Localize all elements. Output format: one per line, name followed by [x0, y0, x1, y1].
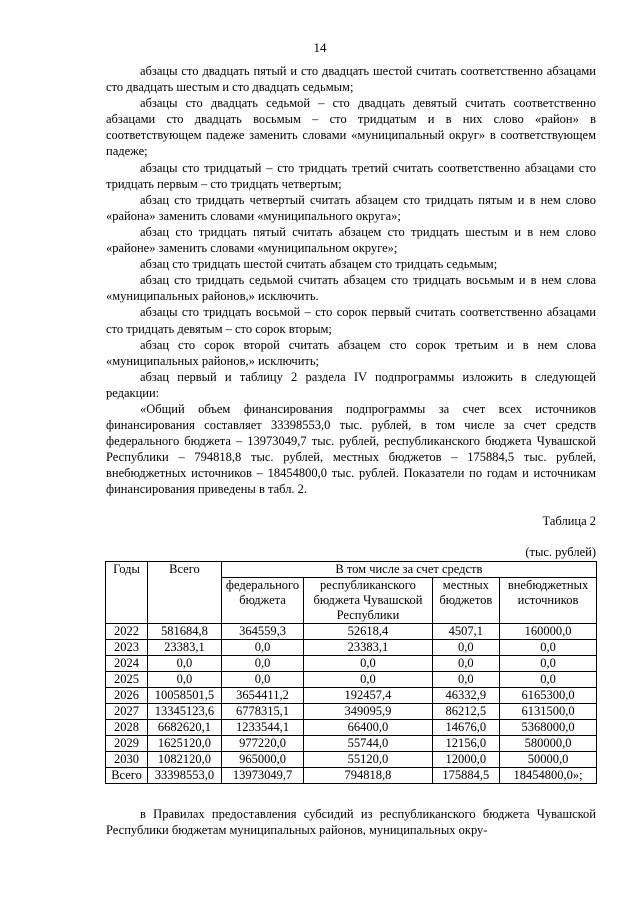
paragraph: в Правилах предоставления субсидий из республиканского бюджета Чувашской Республики бюджетам муниципальных районов, муниципальных окру- — [106, 807, 596, 838]
page-number: 14 — [313, 40, 327, 55]
republic-cell: 55120,0 — [304, 752, 432, 768]
paragraph: абзацы сто двадцать седьмой – сто двадцать девятый считать соответственно абзацами сто двадцать восьмым – сто тридцатым и в них слово «район» в соответствующем падеже заменить словами «муниципальный округ» в соответствующем падеже; — [106, 96, 596, 159]
paragraph: абзац сто тридцать седьмой считать абзацем сто тридцать восьмым и в нем слова «муниципальных районов,» исключить. — [106, 273, 596, 304]
republic-cell: 794818,8 — [304, 768, 432, 784]
extra-cell: 5368000,0 — [500, 720, 597, 736]
total-cell: 0,0 — [148, 656, 222, 672]
total-cell: 1625120,0 — [148, 736, 222, 752]
paragraph: абзац сто тридцать пятый считать абзацем сто тридцать шестым и в нем слово «районе» заменить словами «муниципальном округе»; — [106, 224, 596, 256]
table-row — [106, 704, 597, 720]
local-cell: 12000,0 — [432, 752, 499, 768]
total-cell: 1082120,0 — [148, 752, 222, 768]
total-cell: 6682620,1 — [148, 720, 222, 736]
federal-cell: 3654411,2 — [221, 688, 303, 704]
table-units: (тыс. рублей) — [525, 545, 596, 559]
table-caption: Таблица 2 — [542, 514, 596, 528]
table-row — [106, 672, 597, 688]
extra-cell: 6131500,0 — [500, 704, 597, 720]
federal-cell: 0,0 — [221, 656, 303, 672]
republic-cell: 0,0 — [304, 672, 432, 688]
total-cell: 0,0 — [148, 672, 222, 688]
paragraph: абзац сто тридцать четвертый считать абзацем сто тридцать пятым и в нем слово «района» заменить словами «муниципального округа»; — [106, 192, 596, 223]
header-including: В том числе за счет средств — [221, 562, 596, 578]
table-row — [106, 624, 597, 640]
paragraph: абзац сто тридцать шестой считать абзацем сто тридцать седьмым; — [140, 257, 498, 272]
table-row — [106, 752, 597, 768]
header-total: Всего — [148, 562, 222, 624]
extra-cell: 0,0 — [500, 656, 597, 672]
table-row — [106, 688, 597, 704]
local-cell: 12156,0 — [432, 736, 499, 752]
republic-cell: 55744,0 — [304, 736, 432, 752]
federal-cell: 0,0 — [221, 672, 303, 688]
local-cell: 86212,5 — [432, 704, 499, 720]
extra-cell: 18454800,0»; — [500, 768, 597, 784]
year-cell: 2025 — [106, 672, 148, 688]
year-cell: 2027 — [106, 704, 148, 720]
year-cell: 2030 — [106, 752, 148, 768]
table-row-total — [106, 768, 597, 784]
header-republic: республиканского бюджета Чувашской Республики — [304, 578, 432, 624]
republic-cell: 192457,4 — [304, 688, 432, 704]
federal-cell: 6778315,1 — [221, 704, 303, 720]
republic-cell: 0,0 — [304, 656, 432, 672]
paragraph: абзацы сто тридцатый – сто тридцать третий считать соответственно абзацами сто тридцать первым – сто тридцать четвертым; — [106, 160, 596, 191]
footer-text — [106, 806, 596, 838]
paragraph: абзац первый и таблицу 2 раздела IV подпрограммы изложить в следующей редакции: — [106, 369, 596, 400]
financing-table — [105, 561, 597, 784]
table-row — [106, 720, 597, 736]
total-cell: 23383,1 — [148, 640, 222, 656]
year-cell: 2024 — [106, 656, 148, 672]
table-row — [106, 736, 597, 752]
paragraph: «Общий объем финансирования подпрограммы за счет всех источников финансирования составляет 33398553,0 тыс. рублей, в том числе за счет средств федерального бюджета – 13973049,7 тыс. рублей, республиканского бюджета Чувашской Республики – 794818,8 тыс. рублей, местных бюджетов – 175884,5 тыс. рублей, внебюджетных источников – 18454800,0 тыс. рублей. Показатели по годам и источникам финансирования приведены в табл. 2. — [106, 401, 596, 497]
body-text — [106, 63, 596, 498]
extra-cell: 50000,0 — [500, 752, 597, 768]
extra-cell: 160000,0 — [500, 624, 597, 640]
local-cell: 4507,1 — [432, 624, 499, 640]
republic-cell: 66400,0 — [304, 720, 432, 736]
year-cell: 2029 — [106, 736, 148, 752]
local-cell: 175884,5 — [432, 768, 499, 784]
republic-cell: 52618,4 — [304, 624, 432, 640]
header-extra: внебюджетных источников — [500, 578, 597, 624]
header-years: Годы — [106, 562, 148, 624]
federal-cell: 364559,3 — [221, 624, 303, 640]
extra-cell: 0,0 — [500, 640, 597, 656]
federal-cell: 0,0 — [221, 640, 303, 656]
local-cell: 0,0 — [432, 656, 499, 672]
federal-cell: 13973049,7 — [221, 768, 303, 784]
local-cell: 14676,0 — [432, 720, 499, 736]
republic-cell: 349095,9 — [304, 704, 432, 720]
republic-cell: 23383,1 — [304, 640, 432, 656]
paragraph: абзацы сто тридцать восьмой – сто сорок первый считать соответственно абзацами сто тридцать девятым – сто сорок вторым; — [106, 305, 596, 336]
total-cell: 10058501,5 — [148, 688, 222, 704]
total-cell: 33398553,0 — [148, 768, 222, 784]
total-cell: 581684,8 — [148, 624, 222, 640]
extra-cell: 580000,0 — [500, 736, 597, 752]
year-cell: 2028 — [106, 720, 148, 736]
year-cell: 2022 — [106, 624, 148, 640]
table-row — [106, 640, 597, 656]
extra-cell: 0,0 — [500, 672, 597, 688]
federal-cell: 977220,0 — [221, 736, 303, 752]
federal-cell: 965000,0 — [221, 752, 303, 768]
local-cell: 46332,9 — [432, 688, 499, 704]
year-cell: Всего — [106, 768, 148, 784]
paragraph: абзацы сто двадцать пятый и сто двадцать шестой считать соответственно абзацами сто двадцать шестым и сто двадцать седьмым; — [106, 64, 596, 95]
total-cell: 13345123,6 — [148, 704, 222, 720]
local-cell: 0,0 — [432, 640, 499, 656]
federal-cell: 1233544,1 — [221, 720, 303, 736]
local-cell: 0,0 — [432, 672, 499, 688]
paragraph: абзац сто сорок второй считать абзацем сто сорок третьим и в нем слова «муниципальных районов,» исключить; — [106, 337, 596, 368]
header-local: местных бюджетов — [432, 578, 499, 624]
extra-cell: 6165300,0 — [500, 688, 597, 704]
header-federal: федерального бюджета — [221, 578, 303, 624]
year-cell: 2026 — [106, 688, 148, 704]
year-cell: 2023 — [106, 640, 148, 656]
table-row — [106, 656, 597, 672]
